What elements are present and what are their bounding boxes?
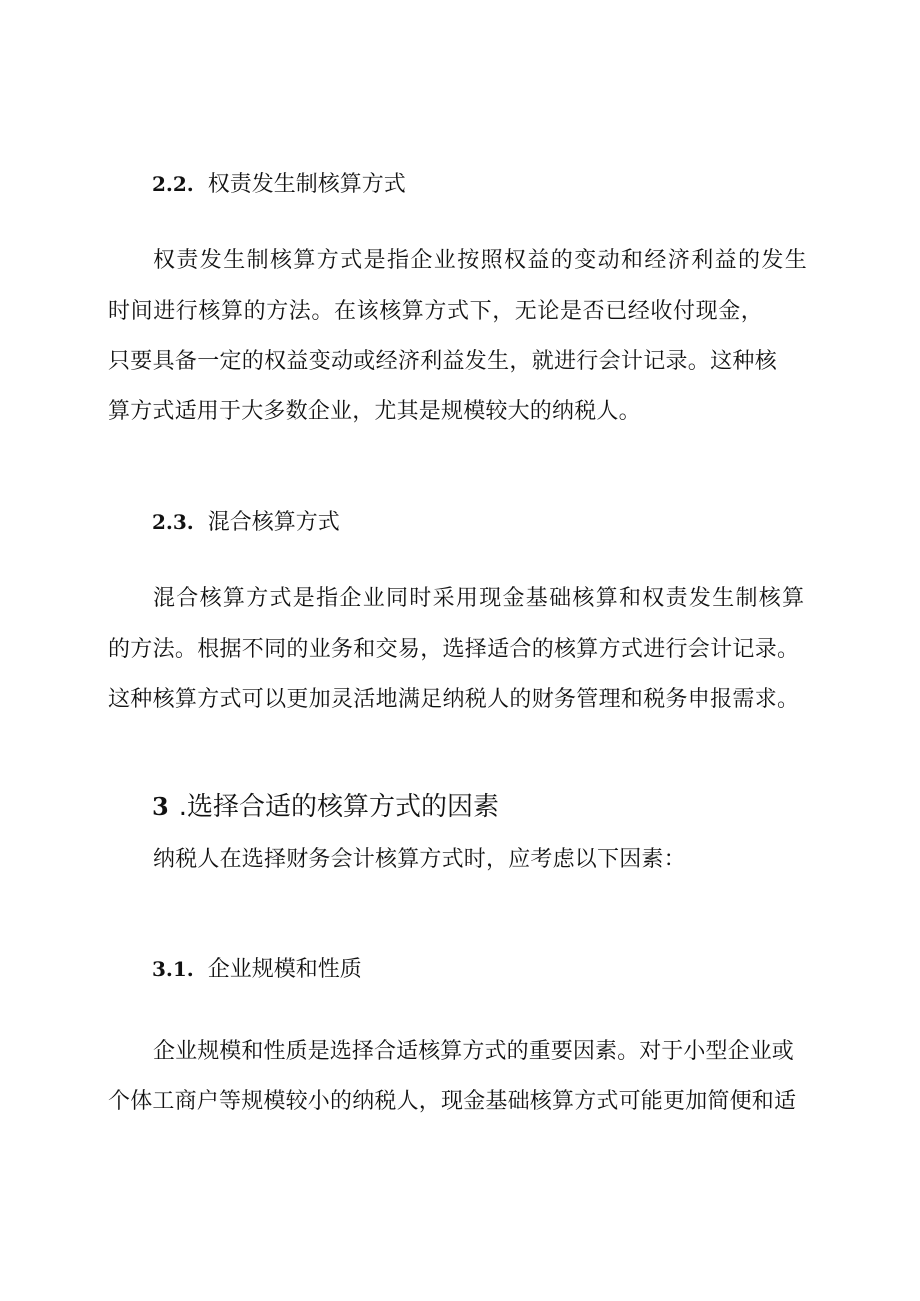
section-title: 权责发生制核算方式 <box>207 172 406 197</box>
paragraph-line: 纳税人在选择财务会计核算方式时，应考虑以下因素： <box>153 847 686 872</box>
section-title: .选择合适的核算方式的因素 <box>178 792 499 822</box>
paragraph-line: 个体工商户等规模较小的纳税人，现金基础核算方式可能更加简便和适 <box>108 1089 797 1114</box>
section-heading-2-2 <box>152 170 406 199</box>
section-number: 3.1. <box>152 957 194 981</box>
section-heading-3 <box>152 790 499 824</box>
paragraph-line: 的方法。根据不同的业务和交易，选择适合的核算方式进行会计记录。 <box>108 637 800 662</box>
section-heading-3-1 <box>152 955 362 984</box>
paragraph-line: 只要具备一定的权益变动或经济利益发生，就进行会计记录。这种核 <box>108 349 778 374</box>
section-title: 混合核算方式 <box>207 510 340 535</box>
section-number: 2.3. <box>152 510 194 534</box>
paragraph-line: 权责发生制核算方式是指企业按照权益的变动和经济利益的发生 <box>153 248 809 273</box>
paragraph-line: 这种核算方式可以更加灵活地满足纳税人的财务管理和税务申报需求。 <box>108 687 800 712</box>
paragraph-line: 时间进行核算的方法。在该核算方式下，无论是否已经收付现金， <box>108 299 764 324</box>
paragraph-line: 混合核算方式是指企业同时采用现金基础核算和权责发生制核算 <box>153 586 806 611</box>
section-heading-2-3 <box>152 508 340 537</box>
section-number: 2.2. <box>152 172 194 196</box>
section-title: 企业规模和性质 <box>207 957 362 982</box>
paragraph-line: 企业规模和性质是选择合适核算方式的重要因素。对于小型企业或 <box>153 1039 794 1064</box>
paragraph-line: 算方式适用于大多数企业，尤其是规模较大的纳税人。 <box>108 399 641 424</box>
section-number: 3 <box>152 792 169 821</box>
